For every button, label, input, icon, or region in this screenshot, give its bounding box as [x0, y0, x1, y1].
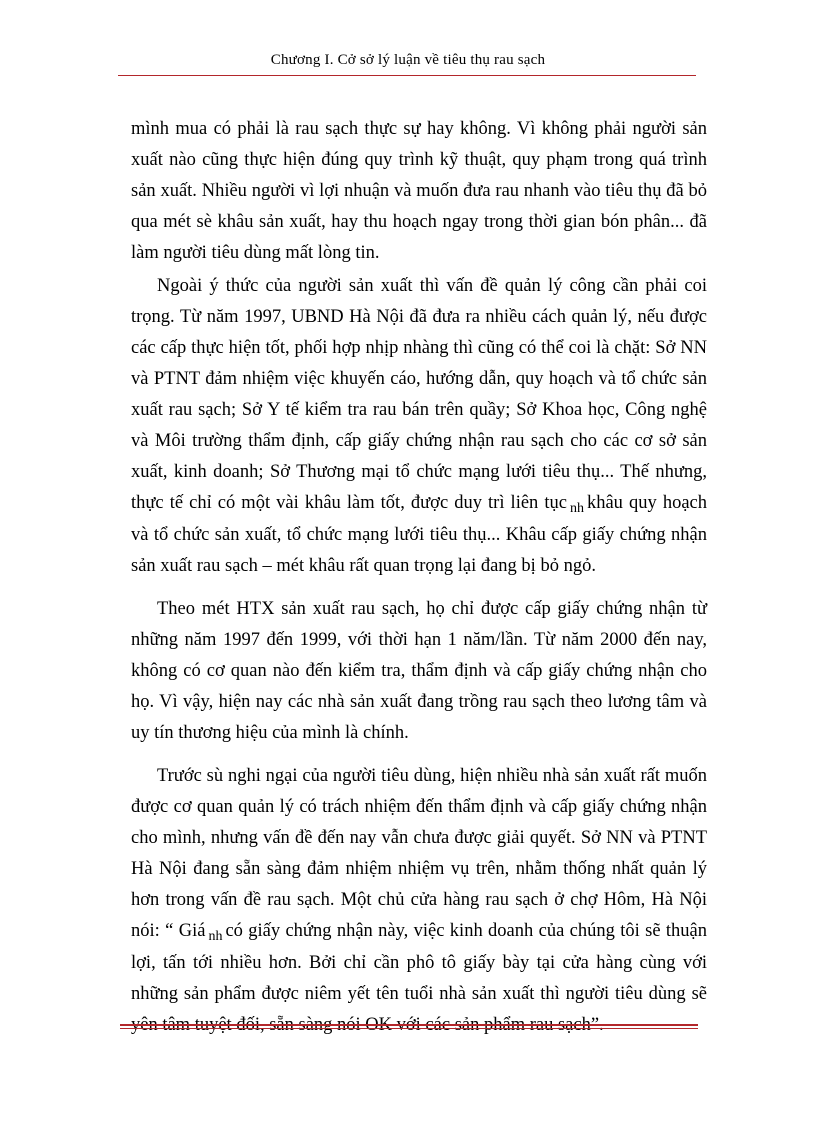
paragraph-1: mình mua có phải là rau sạch thực sự hay không. Vì không phải người sản xuất nào cũng thực hiện đúng quy trình kỹ thuật, quy phạm trong quá trình sản xuất. Nhiều người vì lợi nhuận và muốn đưa rau nhanh vào tiêu thụ đã bỏ qua mét sè khâu sản xuất, hay thu hoạch ngay trong thời gian bón phân... đã làm người tiêu dùng mất lòng tin.	[131, 119, 707, 263]
paragraph-4-text-after: có giấy chứng nhận này, việc kinh doanh của chúng tôi sẽ thuận lợi, tấn tới nhiều hơn. Bởi chỉ cần phô tô giấy bày tại cửa hàng cùng với những sản phẩm được niêm yết tên tuổi nhà sản xuất thì người tiêu dùng sẽ yên tâm tuyệt đối, sẵn sàng nói OK với các sản phẩm rau sạch”.	[131, 921, 707, 1035]
page-header-title: Chương I. Cở sở lý luận về tiêu thụ rau sạch	[270, 52, 546, 68]
body-text	[131, 114, 707, 1041]
paragraph-2-subscript: nh	[569, 501, 584, 516]
paragraph-2-text-before: Ngoài ý thức của người sản xuất thì vấn đề quản lý công cần phải coi trọng. Từ năm 1997, UBND Hà Nội đã đưa ra nhiều cách quản lý, nếu được các cấp thực hiện tốt, phối hợp nhịp nhàng thì cũng có thể coi là chặt: Sở NN và PTNT đảm nhiệm việc khuyến cáo, hướng dẫn, quy hoạch và tổ chức sản xuất rau sạch; Sở Y tế kiểm tra rau bán trên quầy; Sở Khoa học, Công nghệ và Môi trường thẩm định, cấp giấy chứng nhận rau sạch cho các cơ sở sản xuất, kinh doanh; Sở Thương mại tổ chức mạng lưới tiêu thụ... Thế nhưng, thực tế chỉ có một vài khâu làm tốt, được duy trì liên tục	[131, 276, 707, 513]
paragraph-4	[131, 761, 707, 1041]
paragraph-2	[131, 271, 707, 582]
paragraph-3: Theo mét HTX sản xuất rau sạch, họ chỉ được cấp giấy chứng nhận từ những năm 1997 đến 1999, với thời hạn 1 năm/lần. Từ năm 2000 đến nay, không có cơ quan nào đến kiểm tra, thẩm định và cấp giấy chứng nhận cho họ. Vì vậy, hiện nay các nhà sản xuất đang trồng rau sạch theo lương tâm và uy tín thương hiệu của mình là chính.	[131, 599, 707, 743]
footer-divider	[120, 1024, 698, 1029]
header-divider	[118, 75, 696, 76]
paragraph-4-subscript: nh	[208, 929, 223, 944]
paragraph-4-text-before: Trước sù nghi ngại của người tiêu dùng, hiện nhiều nhà sản xuất rất muốn được cơ quan quản lý có trách nhiệm đến thẩm định và cấp giấy chứng nhận cho mình, nhưng vấn đề đến nay vẫn chưa được giải quyết. Sở NN và PTNT Hà Nội đang sẵn sàng đảm nhiệm nhiệm vụ trên, nhằm thống nhất quản lý hơn trong vấn đề rau sạch. Một chủ cửa hàng rau sạch ở chợ Hôm, Hà Nội nói: “ Giá	[131, 766, 707, 941]
paragraph-2-text-after: khâu quy hoạch và tổ chức sản xuất, tổ chức mạng lưới tiêu thụ... Khâu cấp giấy chứng nhận sản xuất rau sạch – mét khâu rất quan trọng lại đang bị bỏ ngỏ.	[131, 493, 707, 576]
